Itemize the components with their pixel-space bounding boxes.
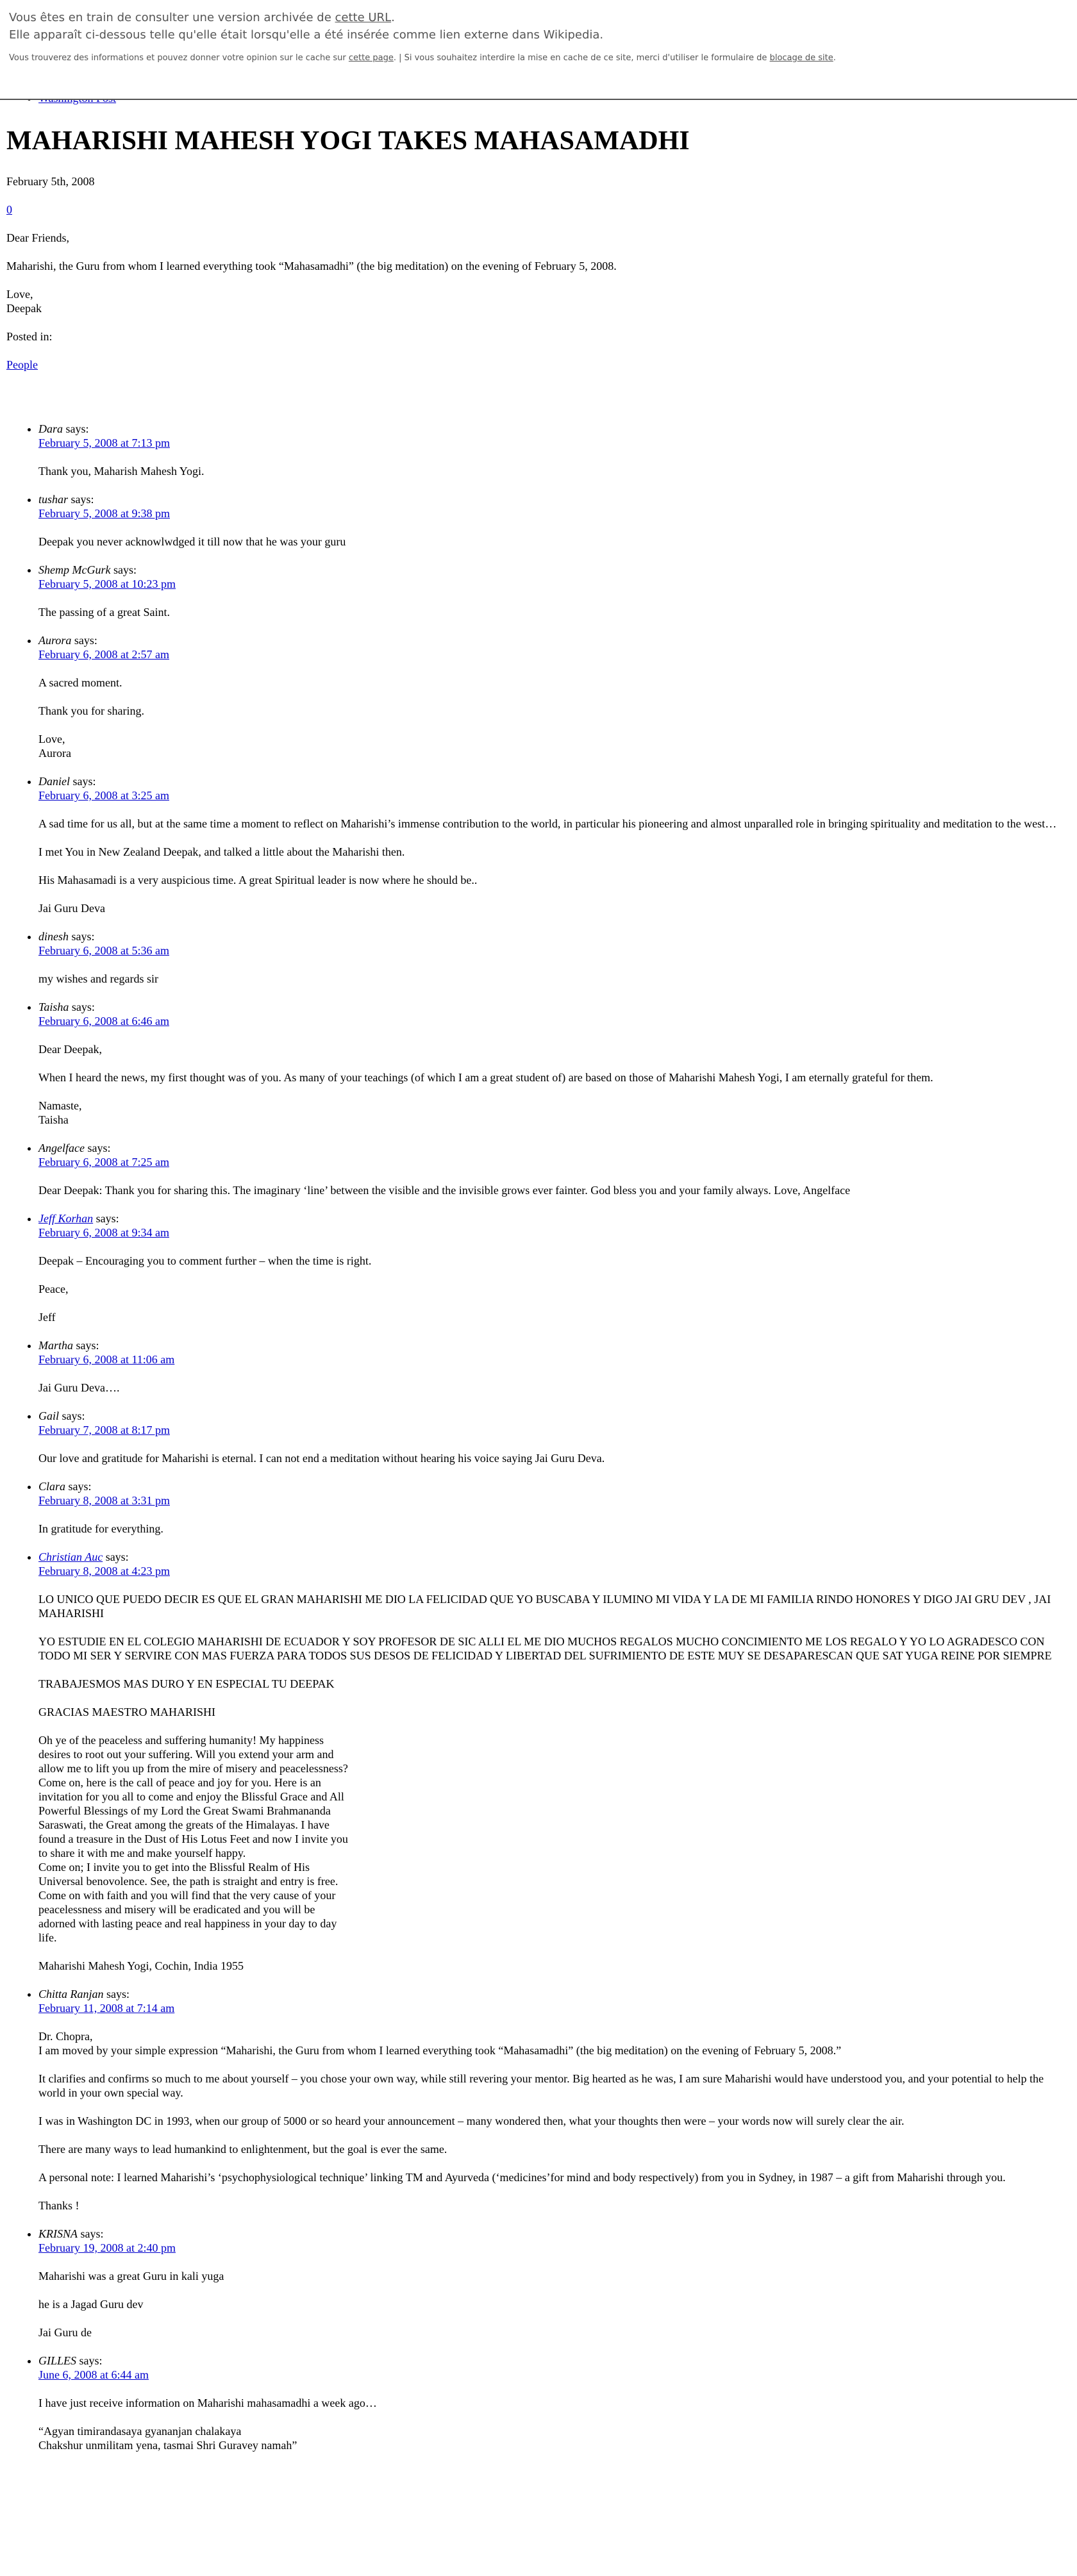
- comment-line: invitation for you all to come and enjoy the Blissful Grace and All: [38, 1790, 344, 1803]
- comment-paragraph: Thanks !: [38, 2199, 79, 2212]
- comment-body: [38, 1592, 1071, 1973]
- comment-meta: [38, 2354, 1071, 2368]
- comment-meta: [38, 2227, 1071, 2241]
- comment-meta: [38, 1000, 1071, 1014]
- comment-permalink[interactable]: February 5, 2008 at 10:23 pm: [38, 578, 176, 590]
- comment-meta: [38, 1141, 1071, 1155]
- comment-body: [38, 972, 1071, 986]
- post-signature: Love, Deepak: [6, 288, 42, 315]
- comment-paragraph: The passing of a great Saint.: [38, 606, 170, 619]
- comment-item: [38, 422, 1071, 478]
- comment-author: Dara: [38, 422, 63, 435]
- comment-paragraph: TRABAJESMOS MAS DURO Y EN ESPECIAL TU DEEPAK: [38, 1677, 335, 1690]
- comment-paragraph: There are many ways to lead humankind to enlightenment, but the goal is ever the same.: [38, 2143, 447, 2156]
- comment-author: Angelface: [38, 1142, 85, 1154]
- comment-line: Aurora: [38, 747, 71, 760]
- comment-item: [38, 2354, 1071, 2452]
- comment-line: Saraswati, the Great among the greats of the Himalayas. I have: [38, 1818, 330, 1831]
- comment-line: Come on; I invite you to get into the Blissful Realm of His: [38, 1861, 310, 1874]
- comment-body: [38, 1381, 1071, 1395]
- comment-item: [38, 1141, 1071, 1197]
- archive-banner-line2: Elle apparaît ci-dessous telle qu'elle était lorsqu'elle a été insérée comme lien externe dans Wikipedia.: [9, 28, 604, 42]
- comment-paragraph: A sacred moment.: [38, 676, 122, 689]
- comment-item: [38, 492, 1071, 549]
- comment-paragraph: [38, 2424, 1071, 2452]
- comment-paragraph: Jai Guru Deva: [38, 902, 105, 915]
- comment-paragraph: It clarifies and confirms so much to me about yourself – you chose your own way, while still revering your mentor. Big hearted as he was, I am sure Maharishi would have understood you, and your potential to help the world in your own special way.: [38, 2072, 1044, 2099]
- comment-line: I am moved by your simple expression “Maharishi, the Guru from whom I learned everything took “Mahasamadhi” (the big meditation) on the evening of February 5, 2008.”: [38, 2044, 842, 2057]
- comment-body: [38, 1254, 1071, 1324]
- category-link[interactable]: People: [6, 358, 38, 371]
- comment-paragraph: I have just receive information on Maharishi mahasamadhi a week ago…: [38, 2397, 377, 2409]
- comment-paragraph: When I heard the news, my first thought was of you. As many of your teachings (of which I am a great student of) are based on those of Maharishi Mahesh Yogi, I am eternally grateful for them.: [38, 1071, 933, 1084]
- comment-line: Come on with faith and you will find that the very cause of your: [38, 1889, 336, 1902]
- comment-permalink[interactable]: February 5, 2008 at 7:13 pm: [38, 436, 170, 449]
- comment-author: Shemp McGurk: [38, 563, 111, 576]
- comment-list: [6, 386, 1071, 2452]
- archived-url-link[interactable]: cette URL: [335, 11, 392, 24]
- comment-body: [38, 2396, 1071, 2452]
- comment-item: [38, 633, 1071, 760]
- comment-meta: [38, 492, 1071, 506]
- comment-line: desires to root out your suffering. Will you extend your arm and: [38, 1748, 334, 1761]
- comment-line: Chakshur unmilitam yena, tasmai Shri Guravey namah”: [38, 2439, 297, 2452]
- comment-meta: [38, 563, 1071, 577]
- says-label: says:: [71, 493, 94, 506]
- comment-count-link[interactable]: 0: [6, 203, 12, 216]
- comment-paragraph: Dear Deepak,: [38, 1043, 102, 1056]
- comment-paragraph: [38, 1733, 385, 1945]
- cache-info-link[interactable]: cette page: [348, 53, 394, 63]
- comment-item: [38, 563, 1071, 619]
- comment-body: [38, 676, 1071, 760]
- comment-paragraph: my wishes and regards sir: [38, 972, 158, 985]
- comment-author: GILLES: [38, 2354, 77, 2367]
- comment-line: Powerful Blessings of my Lord the Great Swami Brahmananda: [38, 1804, 331, 1817]
- comment-item: [38, 2227, 1071, 2339]
- post-body: Maharishi, the Guru from whom I learned everything took “Mahasamadhi” (the big meditation) on the evening of February 5, 2008.: [6, 260, 617, 272]
- comment-author: Martha: [38, 1339, 73, 1352]
- comment-paragraph: LO UNICO QUE PUEDO DECIR ES QUE EL GRAN MAHARISHI ME DIO LA FELICIDAD QUE YO BUSCABA Y ILUMINO MI VIDA Y LA DE MI FAMILIA RINDO HONORES Y DIGO JAI GRU DEV , JAI MAHARISHI: [38, 1593, 1051, 1620]
- comment-author: tushar: [38, 493, 69, 506]
- comment-item: [38, 1338, 1071, 1395]
- comment-permalink[interactable]: February 6, 2008 at 5:36 am: [38, 944, 169, 957]
- comment-body: [38, 605, 1071, 619]
- says-label: says:: [105, 1550, 129, 1563]
- comment-paragraph: Our love and gratitude for Maharishi is eternal. I can not end a meditation without hearing his voice saying Jai Guru Deva.: [38, 1452, 605, 1465]
- comment-meta: [38, 1479, 1071, 1493]
- comment-paragraph: I was in Washington DC in 1993, when our group of 5000 or so heard your announcement – many wondered then, what your thoughts then were – your words now will surely clear the air.: [38, 2115, 905, 2127]
- comment-paragraph: A sad time for us all, but at the same time a moment to reflect on Maharishi’s immense contribution to the world, in particular his pioneering and almost unparalled role in bringing spirituality and meditation to the west…: [38, 817, 1057, 830]
- comment-author: Gail: [38, 1409, 60, 1422]
- comment-paragraph: Thank you, Maharish Mahesh Yogi.: [38, 465, 205, 478]
- says-label: says:: [68, 1480, 92, 1493]
- comment-paragraph: Dear Deepak: Thank you for sharing this. The imaginary ‘line’ between the visible and the invisible grows ever fainter. God bless you and your family always. Love, Angelface: [38, 1184, 851, 1197]
- comment-line: Taisha: [38, 1113, 69, 1126]
- comment-paragraph: Jai Guru de: [38, 2326, 92, 2339]
- comment-paragraph: he is a Jagad Guru dev: [38, 2298, 144, 2311]
- says-label: says:: [96, 1212, 119, 1225]
- comment-permalink[interactable]: February 11, 2008 at 7:14 am: [38, 2002, 175, 2015]
- comment-author: KRISNA: [38, 2227, 78, 2240]
- post-content: [6, 126, 1071, 2466]
- comment-meta: [38, 1409, 1071, 1423]
- comment-paragraph: Maharishi Mahesh Yogi, Cochin, India 1955: [38, 1959, 244, 1972]
- comment-meta: [38, 1338, 1071, 1352]
- comment-author-link[interactable]: Jeff Korhan: [38, 1212, 94, 1225]
- comment-author: Clara: [38, 1480, 66, 1493]
- comment-body: [38, 1042, 1071, 1127]
- comment-permalink[interactable]: February 7, 2008 at 8:17 pm: [38, 1424, 170, 1436]
- comment-permalink[interactable]: February 8, 2008 at 3:31 pm: [38, 1494, 170, 1507]
- comment-author: dinesh: [38, 930, 69, 943]
- comment-body: [38, 464, 1071, 478]
- says-label: says:: [74, 634, 97, 647]
- post-greeting: Dear Friends,: [6, 231, 69, 244]
- comment-permalink[interactable]: February 6, 2008 at 2:57 am: [38, 648, 169, 661]
- comment-line: Come on, here is the call of peace and joy for you. Here is an: [38, 1776, 321, 1789]
- comment-permalink[interactable]: February 6, 2008 at 9:34 am: [38, 1226, 169, 1239]
- comment-paragraph: His Mahasamadi is a very auspicious time. A great Spiritual leader is now where he should be..: [38, 874, 478, 886]
- post-title: MAHARISHI MAHESH YOGI TAKES MAHASAMADHI: [6, 126, 690, 156]
- archive-banner-line1: Vous êtes en train de consulter une version archivée de cette URL.: [9, 11, 395, 24]
- comment-line: Oh ye of the peaceless and suffering humanity! My happiness: [38, 1734, 324, 1747]
- comment-body: [38, 1451, 1071, 1465]
- comment-paragraph: Deepak you never acknowlwdged it till now that he was your guru: [38, 535, 346, 548]
- comment-line: Universal benovolence. See, the path is straight and entry is free.: [38, 1875, 338, 1888]
- comment-body: [38, 2269, 1071, 2339]
- site-block-link[interactable]: blocage de site: [769, 53, 833, 63]
- comment-paragraph: Jeff: [38, 1311, 56, 1324]
- comment-meta: [38, 929, 1071, 943]
- says-label: says:: [65, 422, 89, 435]
- comment-body: [38, 535, 1071, 549]
- says-label: says:: [113, 563, 137, 576]
- comment-line: adorned with lasting peace and real happiness in your day to day: [38, 1917, 337, 1930]
- post-date: February 5th, 2008: [6, 175, 95, 188]
- comment-permalink[interactable]: February 6, 2008 at 7:25 am: [38, 1156, 169, 1168]
- comment-permalink[interactable]: June 6, 2008 at 6:44 am: [38, 2368, 149, 2381]
- comment-paragraph: [38, 2029, 1071, 2057]
- comment-paragraph: [38, 732, 1071, 760]
- comment-paragraph: I met You in New Zealand Deepak, and talked a little about the Maharishi then.: [38, 845, 405, 858]
- comment-body: [38, 817, 1071, 915]
- comment-line: “Agyan timirandasaya gyananjan chalakaya: [38, 2425, 242, 2438]
- comment-line: peacelessness and misery will be eradicated and you will be: [38, 1903, 315, 1916]
- comment-body: [38, 1183, 1071, 1197]
- comment-paragraph: A personal note: I learned Maharishi’s ‘psychophysiological technique’ linking TM and Ayurveda (‘medicines’for mind and body respectively) from you in Sydney, in 1987 – a gift from Maharishi through you.: [38, 2171, 1006, 2184]
- comment-line: found a treasure in the Dust of His Lotus Feet and now I invite you: [38, 1832, 348, 1845]
- says-label: says:: [76, 1339, 99, 1352]
- posted-in-label: Posted in:: [6, 330, 53, 343]
- says-label: says:: [87, 1142, 111, 1154]
- archive-banner: [0, 0, 1077, 100]
- comment-item: [38, 1000, 1071, 1127]
- comment-author: Chitta Ranjan: [38, 1988, 104, 2000]
- says-label: says:: [72, 775, 96, 788]
- comment-item: [38, 1987, 1071, 2213]
- comment-paragraph: YO ESTUDIE EN EL COLEGIO MAHARISHI DE ECUADOR Y SOY PROFESOR DE SIC ALLI EL ME DIO MUCHOS REGALOS MUCHO CONCIMIENTO ME LOS REGALO Y YO LO AGRADESCO CON TODO MI SER Y SERVIRE CON MAS FUERZA PARA TODOS SUS DESOS DE FELICIDAD Y LIBERTAD DEL SUFRIMIENTO DE ESTE MUY SE DESAPARESCAN QUE SAT YUGA REINE POR SIEMPRE: [38, 1635, 1052, 1662]
- comment-line: Love,: [38, 733, 65, 745]
- comment-meta: [38, 422, 1071, 436]
- comment-meta: [38, 1987, 1071, 2001]
- comment-author-link[interactable]: Christian Auc: [38, 1550, 103, 1563]
- comment-line: Dr. Chopra,: [38, 2030, 93, 2043]
- comment-item: [38, 1479, 1071, 1536]
- comment-paragraph: [38, 1099, 1071, 1127]
- comment-meta: [38, 633, 1071, 647]
- comment-item: [38, 774, 1071, 915]
- category-para: [6, 358, 1071, 372]
- comment-count-para: [6, 203, 1071, 217]
- comment-line: allow me to lift you up from the mire of misery and peacelessness?: [38, 1762, 348, 1775]
- says-label: says:: [71, 1001, 95, 1013]
- says-label: says:: [106, 1988, 130, 2000]
- says-label: says:: [80, 2227, 104, 2240]
- comment-permalink[interactable]: February 19, 2008 at 2:40 pm: [38, 2241, 176, 2254]
- archive-banner-line3: Vous trouverez des informations et pouvez donner votre opinion sur le cache sur cette page. | Si vous souhaitez interdire la mise en cache de ce site, merci d'utiliser le formulaire de blocage de site.: [9, 53, 836, 63]
- comment-paragraph: Thank you for sharing.: [38, 704, 144, 717]
- says-label: says:: [79, 2354, 103, 2367]
- comment-body: [38, 1522, 1071, 1536]
- comment-author: Daniel: [38, 775, 70, 788]
- comment-meta: [38, 1550, 1071, 1564]
- comment-item: [38, 1211, 1071, 1324]
- comment-paragraph: Maharishi was a great Guru in kali yuga: [38, 2270, 224, 2282]
- comment-permalink[interactable]: February 8, 2008 at 4:23 pm: [38, 1565, 170, 1577]
- comment-paragraph: Peace,: [38, 1283, 69, 1295]
- comment-permalink[interactable]: February 5, 2008 at 9:38 pm: [38, 507, 170, 520]
- comment-line: Namaste,: [38, 1099, 82, 1112]
- comment-permalink[interactable]: February 6, 2008 at 6:46 am: [38, 1015, 169, 1027]
- comment-meta: [38, 774, 1071, 788]
- comment-paragraph: Deepak – Encouraging you to comment further – when the time is right.: [38, 1254, 372, 1267]
- says-label: says:: [71, 930, 95, 943]
- comment-body: [38, 2029, 1071, 2213]
- comment-item: [38, 929, 1071, 986]
- comment-line: to share it with me and make yourself happy.: [38, 1847, 246, 1859]
- says-label: says:: [62, 1409, 85, 1422]
- comment-item: [38, 1409, 1071, 1465]
- comment-author: Taisha: [38, 1001, 69, 1013]
- comment-paragraph: Jai Guru Deva….: [38, 1381, 120, 1394]
- comment-permalink[interactable]: February 6, 2008 at 3:25 am: [38, 789, 169, 802]
- comment-author: Aurora: [38, 634, 72, 647]
- comment-meta: [38, 1211, 1071, 1226]
- comment-line: life.: [38, 1931, 57, 1944]
- comment-item: [38, 1550, 1071, 1973]
- comment-paragraph: GRACIAS MAESTRO MAHARISHI: [38, 1706, 216, 1718]
- comment-permalink[interactable]: February 6, 2008 at 11:06 am: [38, 1353, 175, 1366]
- comment-paragraph: In gratitude for everything.: [38, 1522, 163, 1535]
